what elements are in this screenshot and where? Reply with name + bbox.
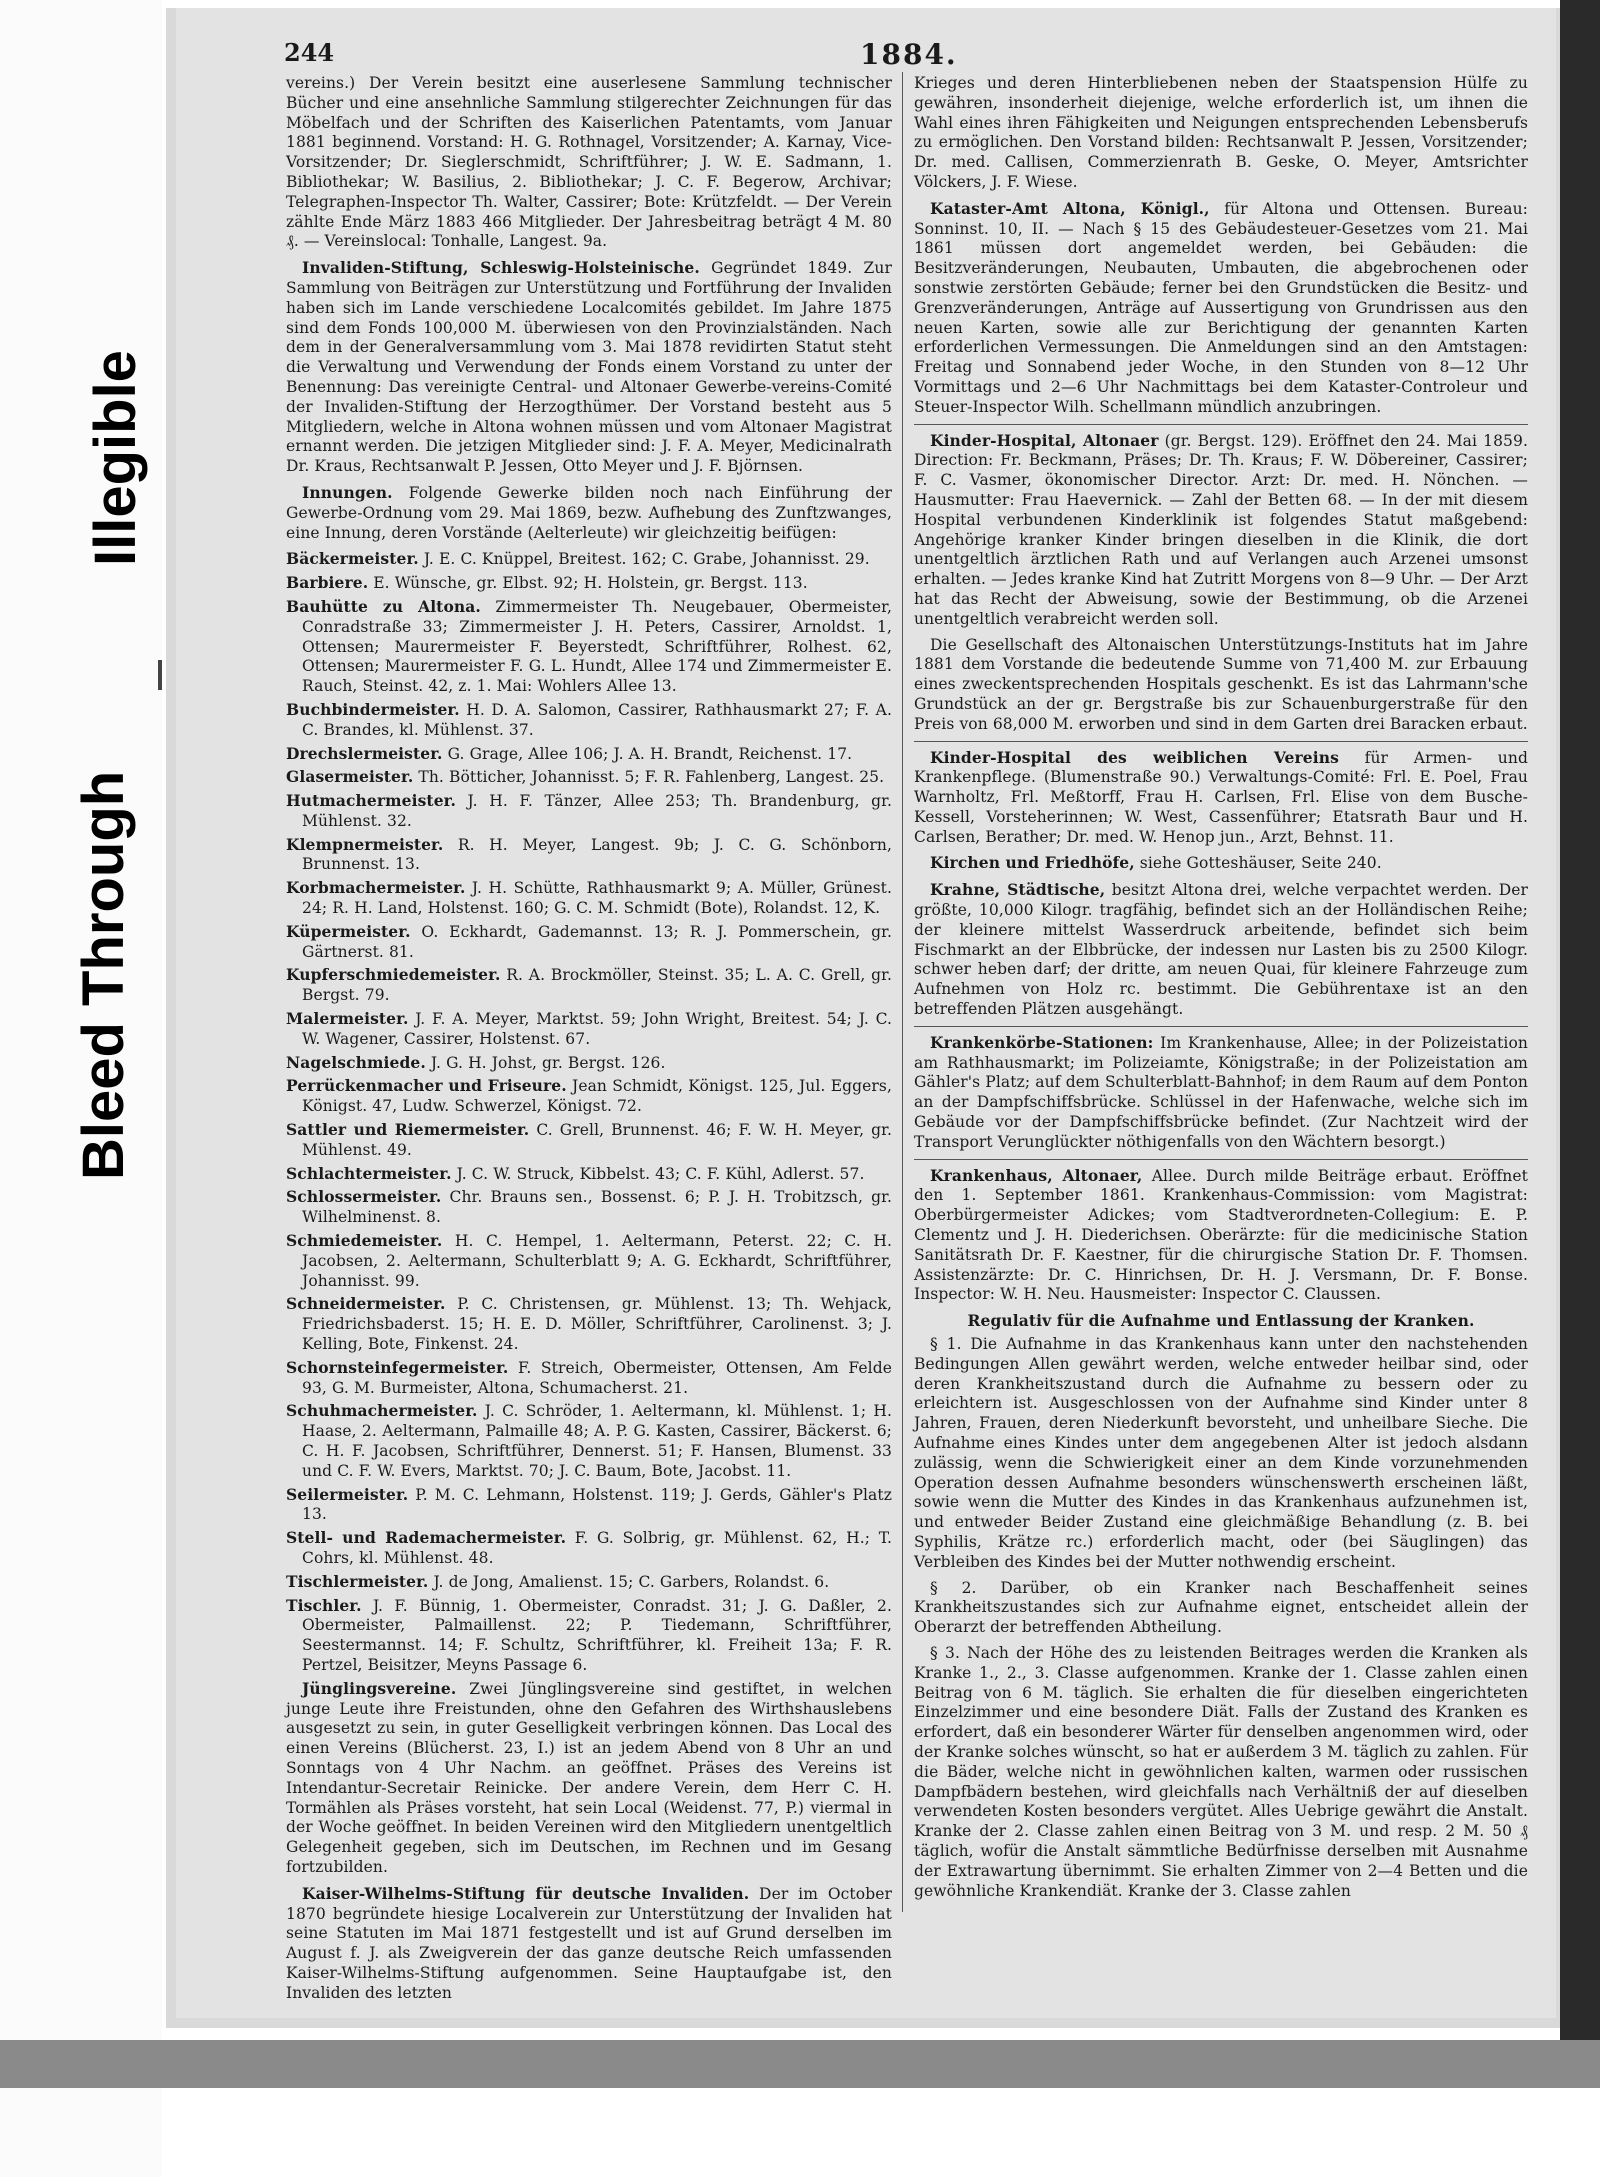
paragraph <box>914 1579 1528 1638</box>
guild-entry <box>286 1596 892 1676</box>
entry-text: J. F. Bünnig, 1. Obermeister, Conradst. 31; J. G. Daßler, 2. Obermeister, Palmaillenst. 22; P. Tiedemann, Schriftführer, Seestermannst. 14; F. Schultz, Schriftführer, kl. Freiheit 13a; F. R. Pertzel, Beisitzer, Meyns Passage 6. <box>302 1596 892 1674</box>
entry-text: J. F. A. Meyer, Marktst. 59; John Wright, Breitest. 54; J. C. W. Wagener, Cassirer, Holstenst. 67. <box>302 1010 892 1048</box>
guild-entry <box>286 549 892 570</box>
entry-text: § 2. Darüber, ob ein Kranker nach Beschaffenheit seines Krankheitszustandes sich zur Aufnahme eignet, entscheidet allein der Oberarzt der betreffenden Abtheilung. <box>914 1578 1528 1637</box>
entry-text: Chr. Brauns sen., Bossenst. 6; P. J. H. Trobitzsch, gr. Wilhelminenst. 8. <box>302 1188 892 1227</box>
paragraph <box>914 880 1528 1020</box>
entry-text: R. A. Brockmöller, Steinst. 35; L. A. C. Grell, gr. Bergst. 79. <box>302 966 892 1005</box>
entry-text: Th. Bötticher, Johannisst. 5; F. R. Fahlenberg, Langest. 25. <box>413 768 885 787</box>
entry-heading: Kupferschmiedemeister. <box>286 965 501 985</box>
entry-heading: Kinder-Hospital des weiblichen Vereins <box>930 747 1339 767</box>
paragraph <box>286 1884 892 2004</box>
entry-heading: Drechslermeister. <box>286 743 443 763</box>
paragraph <box>914 431 1528 630</box>
paragraph <box>914 636 1528 735</box>
right-column <box>914 74 1528 1907</box>
entry-heading: Nagelschmiede. <box>286 1052 426 1072</box>
entry-text: Im Krankenhause, Allee; in der Polizeistation am Rathhausmarkt; im Polizeiamte, Königstraße; in der Polizeistation am Gähler's Platz; auf dem Schulterblatt-Bahnhof; in dem Raum auf dem Ponton an der Dampfschiffsbrücke. Schlüssel in der Hafenwache, welche sich im Gebäude vor der Dampfschiffsbrücke befindet. (Zur Nachtzeit wird der Transport Verunglückter nöthigenfalls von den Wächtern besorgt.) <box>914 1033 1528 1151</box>
entry-heading: Kinder-Hospital, Altonaer <box>930 430 1159 450</box>
entry-heading: Buchbindermeister. <box>286 699 460 719</box>
paragraph <box>286 74 892 252</box>
entry-text: für Altona und Ottensen. Bureau: Sonninst. 10, II. — Nach § 15 des Gebäudesteuer-Gesetzes vom 21. Mai 1861 müssen dort angemeldet werden, bei Gebäuden: die Besitzveränderungen, Neubauten, Umbauten, die abgebrochenen oder sonstwie zerstörten Gebäude; ferner bei den Grundstücken die Besitz- und Grenzveränderungen, Anträge auf Aussertigung von Grundrissen aus den neuen Karten, sowie alle zur Berichtigung der genannten Karten erforderlichen Vermessungen. Die Anmeldungen sind an den Amtstagen: Freitag und Sonnabend jeder Woche, in den Stunden von 8—12 Uhr Vormittags und 2—6 Uhr Nachmittags bei dem Kataster-Controleur und Steuer-Inspector Wilh. Schellmann mündlich anzubringen. <box>914 199 1528 416</box>
entry-text: Zimmermeister Th. Neugebauer, Obermeister, Conradstraße 33; Zimmermeister J. H. Peters, Cassirer, Arnoldst. 1, Ottensen; Maurermeister F. Beyerstedt, Schriftführer, Rolhest. 62, Ottensen; Maurermeister F. G. L. Hundt, Allee 174 und Zimmermeister E. Rauch, Steinst. 42, z. 1. Mai: Wohlers Allee 13. <box>302 597 892 696</box>
guild-entry <box>286 1294 892 1354</box>
entry-text: Gegründet 1849. Zur Sammlung von Beiträgen zur Unterstützung und Fortführung der Invaliden haben sich im Lande verschiedene Localcomités gebildet. Im Jahre 1875 sind dem Fonds 100,000 M. überwiesen von den Provinzialständen. Nach dem in der Generalversammlung vom 3. Mai 1878 revidirten Statut steht die Verwaltung und Verwendung der Fonds einem Vorstand zu unter der Benennung: Das vereinigte Central- und Altonaer Gewerbe-vereins-Comité der Invaliden-Stiftung der Herzogthümer. Der Vorstand besteht aus 5 Mitgliedern, welche in Altona wohnen müssen und vom Altonaer Magistrat ernannt werden. Die jetzigen Mitglieder sind: J. F. A. Meyer, Medicinalrath Dr. Kraus, Rechtsanwalt P. Jessen, Otto Meyer und J. F. Björnsen. <box>286 259 892 476</box>
entry-text: Der im October 1870 begründete hiesige Localverein zur Unterstützung der Invaliden hat seine Statuten im Mai 1871 festgestellt und ist auf Grund derselben im August f. J. als Zweigverein der das ganze deutsche Reich umfassenden Kaiser-Wilhelms-Stiftung aufgenommen. Seine Hauptaufgabe ist, den Invaliden des letzten <box>286 1884 892 2002</box>
entry-text: Krieges und deren Hinterbliebenen neben der Staatspension Hülfe zu gewähren, insonderheit diejenige, welche erforderlich ist, um ihnen die Wahl eines ihren Fähigkeiten und Neigungen entsprechenden Lebensberufs zu ermöglichen. Den Vorstand bilden: Rechtsanwalt P. Jessen, Vorsitzender; Dr. med. Callisen, Commerzienrath B. Geske, O. Meyer, Amtsrichter Völckers, J. F. Wiese. <box>914 74 1528 191</box>
guild-entry <box>286 1572 892 1593</box>
margin-strip <box>0 0 162 2177</box>
entry-heading: Perrückenmacher und Friseure. <box>286 1076 567 1096</box>
entry-text: siehe Gotteshäuser, Seite 240. <box>1134 854 1382 873</box>
entry-heading: Sattler und Riemermeister. <box>286 1120 530 1140</box>
entry-text: Die Gesellschaft des Altonaischen Unterstützungs-Instituts hat im Jahre 1881 dem Vorstande die bedeutende Summe von 71,400 M. zur Erbauung eines zweckentsprechenden Hospitals geschenkt. Es ist das Lahrmann'sche Grundstück an der gr. Bergstraße bis zur Schauenburgerstraße für den Preis von 68,000 M. erworben und sind in dem Garten drei Baracken erbaut. <box>914 635 1528 733</box>
illegible-label: Illegible <box>83 350 148 566</box>
guild-entry <box>286 835 892 876</box>
entry-text: P. C. Christensen, gr. Mühlenst. 13; Th. Wehjack, Friedrichsbaderst. 15; H. E. D. Möller, Schriftführer, Carolinenst. 3; J. Kelling, Bote, Finkenst. 24. <box>302 1295 892 1354</box>
paragraph <box>914 1644 1528 1901</box>
entry-text: vereins.) Der Verein besitzt eine auserlesene Sammlung technischer Bücher und eine ansehnliche Sammlung stilgerechter Zeichnungen für das Möbelfach und der Schriften des Kaiserlichen Patentamts, vom Januar 1881 beginnend. Vorstand: H. G. Rothnagel, Vorsitzender; A. Karnay, Vice-Vorsitzender; Dr. Sieglerschmidt, Schriftführer; J. W. E. Sadmann, 1. Bibliothekar; W. Basilius, 2. Bibliothekar; J. C. F. Begerow, Archivar; Telegraphen-Inspector Th. Walter, Cassirer; Bote: Krützfeldt. — Der Verein zählte Ende März 1883 466 Mitglieder. Der Jahresbeitrag beträgt 4 M. 80 ₰. — Vereinslocal: Tonhalle, Langest. 9a. <box>286 74 892 251</box>
bleed-through-label: Bleed Through <box>71 770 136 1180</box>
entry-text: besitzt Altona drei, welche verpachtet werden. Der größte, 10,000 Kilogr. tragfähig, befindet sich an der Holländischen Reihe; der kleinere mittelst Wasserdruck arbeitende, befindet sich beim Fischmarkt an der Elbbrücke, der indessen nur Lasten bis zu 2500 Kilogr. schwer heben darf; der dritte, am neuen Quai, für kleinere Fahrzeuge zum Aufnehmen von Holz rc. bestimmt. Die Gebührentaxe ist an den betreffenden Plätzen ausgehängt. <box>914 881 1529 1019</box>
paragraph <box>286 483 892 543</box>
guild-entry <box>286 767 892 788</box>
entry-text: J. C. Schröder, 1. Aeltermann, kl. Mühlenst. 1; H. Haase, 2. Aeltermann, Palmaille 48; A. P. G. Kasten, Cassirer, Bäckerst. 6; C. H. F. Jacobsen, Schriftführer, Dennerst. 51; F. Hansen, Blumenst. 33 und C. F. W. Evers, Marktst. 70; J. C. Baum, Bote, Jacobst. 11. <box>302 1402 892 1480</box>
guild-entry <box>286 1231 892 1291</box>
paragraph <box>914 1033 1528 1153</box>
section-rule <box>914 1159 1528 1160</box>
entry-text: E. Wünsche, gr. Elbst. 92; H. Holstein, gr. Bergst. 113. <box>368 574 808 593</box>
entry-text: § 1. Die Aufnahme in das Krankenhaus kann unter den nachstehenden Bedingungen Allen gewährt werden, welche entweder heilbar sind, oder deren Krankheitszustand durch die Aufnahme zu bessern oder zu erleichtern ist. Ausgeschlossen von der Aufnahme sind Kinder unter 8 Jahren, Frauen, deren Niederkunft bevorsteht, und unheilbare Sieche. Die Aufnahme eines Kindes unter dem angegebenen Alter ist jedoch alsdann zulässig, wenn die Schwierigkeit einer an dem Kinde vorzunehmenden Operation dessen Aufnahme besonders wünschenswerth erscheinen läßt, sowie wenn die Mutter des Kindes in das Krankenhaus aufzunehmen ist, und entweder Beider Zustand eine gleichmäßige Behandlung (z. B. bei Syphilis, Krätze rc.) erforderlich macht, oder (bei Säuglingen) das Verbleiben des Kindes bei der Mutter nothwendig erscheint. <box>914 1335 1528 1571</box>
guild-entry <box>286 1528 892 1569</box>
entry-heading: Korbmachermeister. <box>286 878 466 898</box>
entry-heading: Schlossermeister. <box>286 1187 442 1207</box>
section-heading <box>914 1311 1528 1331</box>
guild-entry <box>286 1187 892 1228</box>
entry-heading: Jünglingsvereine. <box>302 1678 457 1698</box>
paragraph <box>914 748 1528 848</box>
entry-text: J. C. W. Struck, Kibbelst. 43; C. F. Kühl, Adlerst. 57. <box>451 1164 865 1183</box>
entry-text: J. E. C. Knüppel, Breitest. 162; C. Grabe, Johannisst. 29. <box>418 550 870 569</box>
guild-entry <box>286 1485 892 1526</box>
guild-entry <box>286 1009 892 1050</box>
entry-text: (gr. Bergst. 129). Eröffnet den 24. Mai 1859. Direction: Fr. Beckmann, Präses; Dr. Th. Kraus; F. W. Döbereiner, Cassirer; F. C. Vasmer, ökonomischer Director. Arzt: Dr. med. H. Nönchen. — Hausmutter: Frau Haevernick. — Zahl der Betten 68. — In der mit diesem Hospital verbundenen Kinderklinik ist folgendes Statut maßgebend: Angehörige kranker Kinder bringen dieselben in die Klinik, die dort unentgeltlich ärztlichen Rath und auf Verlangen auch Arzenei umsonst erhalten. — Jedes kranke Kind hat Zutritt Morgens von 8—9 Uhr. — Der Arzt hat das Recht der Abweisung, sowie der Bestimmung, ob die Arzenei unentgeltlich verabreicht werden soll. <box>914 431 1528 628</box>
entry-heading: Barbiere. <box>286 573 369 593</box>
guild-entry <box>286 700 892 741</box>
entry-heading: Tischler. <box>286 1595 362 1615</box>
scan-bottom-band <box>0 2040 1600 2088</box>
entry-text: G. Grage, Allee 106; J. A. H. Brandt, Reichenst. 17. <box>442 744 853 763</box>
entry-heading: Malermeister. <box>286 1009 409 1029</box>
paragraph <box>286 1679 892 1878</box>
entry-heading: Kirchen und Friedhöfe, <box>930 853 1135 873</box>
entry-heading: Seilermeister. <box>286 1484 409 1504</box>
entry-heading: Krankenkörbe-Stationen: <box>930 1032 1154 1052</box>
page-binding-edge <box>1560 0 1600 2060</box>
entry-heading: Schneidermeister. <box>286 1294 446 1314</box>
entry-heading: Schuhmachermeister. <box>286 1401 478 1421</box>
guild-entry <box>286 878 892 919</box>
guild-entry <box>286 1053 892 1074</box>
entry-text: R. H. Meyer, Langest. 9b; J. C. G. Schönborn, Brunnenst. 13. <box>302 835 892 874</box>
entry-heading: Krankenhaus, Altonaer, <box>930 1165 1143 1185</box>
entry-heading: Küpermeister. <box>286 921 411 941</box>
entry-text: J. H. Schütte, Rathhausmarkt 9; A. Müller, Grünest. 24; R. H. Land, Holstenst. 160; G. C. M. Schmidt (Bote), Rolandst. 12, K. <box>302 879 892 918</box>
entry-heading: Tischlermeister. <box>286 1571 429 1591</box>
paragraph <box>914 1335 1528 1573</box>
entry-text: Jean Schmidt, Königst. 125, Jul. Eggers, Königst. 47, Ludw. Schwerzel, Königst. 72. <box>302 1077 893 1116</box>
left-column <box>286 74 892 2010</box>
guild-entry <box>286 791 892 832</box>
guild-entry <box>286 573 892 594</box>
paragraph <box>914 1166 1528 1306</box>
column-divider <box>902 72 903 1912</box>
guild-entry <box>286 1076 892 1117</box>
paragraph <box>914 853 1528 874</box>
guild-entry <box>286 1120 892 1161</box>
entry-heading: Kataster-Amt Altona, Königl., <box>930 198 1210 218</box>
strip-divider <box>158 660 162 690</box>
entry-heading: Kaiser-Wilhelms-Stiftung für deutsche Invaliden. <box>302 1883 750 1903</box>
entry-text: F. G. Solbrig, gr. Mühlenst. 62, H.; T. Cohrs, kl. Mühlenst. 48. <box>302 1529 892 1567</box>
guild-entry <box>286 744 892 765</box>
page-number: 244 <box>284 38 335 67</box>
entry-text: J. de Jong, Amalienst. 15; C. Garbers, Rolandst. 6. <box>428 1572 830 1591</box>
entry-text: für Armen- und Krankenpflege. (Blumenstraße 90.) Verwaltungs-Comité: Frl. E. Poel, Frau Warnholtz, Frl. Meßtorff, Frau H. Carlsen, Frl. Elise von dem Busche-Kessell, Vorsteherinnen; W. West, Cassenführer; Etatsrath Baur und H. Carlsen, Berather; Dr. med. W. Henop jun., Arzt, Behnst. 11. <box>914 748 1528 846</box>
entry-text: H. D. A. Salomon, Cassirer, Rathhausmarkt 27; F. A. C. Brandes, kl. Mühlenst. 37. <box>302 700 892 739</box>
guild-entry <box>286 1358 892 1399</box>
entry-heading: Glasermeister. <box>286 767 414 787</box>
guild-entry <box>286 1401 892 1481</box>
entry-text: § 3. Nach der Höhe des zu leistenden Beitrages werden die Kranken als Kranke 1., 2., 3. Classe aufgenommen. Kranke der 1. Classe zahlen einen Beitrag von 6 M. täglich. Sie erhalten die für dieselben eingerichteten Einzelzimmer und eine besondere Diät. Falls der Zustand des Kranken es erfordert, daß ein besonderer Wärter für denselben angenommen wird, oder der Kranke solches wünscht, so hat er außerdem 3 M. täglich zu zahlen. Für die Bäder, welche nicht in gewöhnlichen kalten, warmen oder russischen Dampfbädern bestehen, wird gleichfalls nach Verhältniß der auf dieselben verwendeten Kosten besonders vergütet. Alles Uebrige gewährt die Anstalt. Kranke der 2. Classe zahlen einen Beitrag von 3 M. und resp. 2 M. 50 ₰ täglich, wofür die Anstalt sämmtliche Bedürfnisse derselben mit Ausnahme der Extrawartung übernimmt. Sie erhalten Zimmer von 2—4 Betten und die gewöhnliche Krankendiät. Kranke der 3. Classe zahlen <box>914 1643 1528 1900</box>
guild-entry <box>286 597 892 697</box>
section-rule <box>914 741 1528 742</box>
section-rule <box>914 1026 1528 1027</box>
section-rule <box>914 424 1528 425</box>
entry-heading: Innungen. <box>302 482 393 502</box>
paragraph <box>914 199 1528 418</box>
guild-entry <box>286 965 892 1006</box>
entry-heading: Schmiedemeister. <box>286 1231 443 1251</box>
entry-heading: Invaliden-Stiftung, Schleswig-Holsteinische. <box>302 258 700 278</box>
entry-text: C. Grell, Brunnenst. 46; F. W. H. Meyer, gr. Mühlenst. 49. <box>302 1121 892 1159</box>
entry-text: Allee. Durch milde Beiträge erbaut. Eröffnet den 1. September 1861. Krankenhaus-Commission: vom Magistrat: Oberbürgermeister Adickes; vom Stadtverordneten-Collegium: E. P. Clementz und J. H. Diederichsen. Oberärzte: für die medicinische Station Sanitätsrath Dr. F. Kaestner, für die chirurgische Station Dr. F. Thomsen. Assistenzärzte: Dr. C. Hinrichsen, Dr. H. J. Versmann, Dr. F. Bonse. Inspector: W. H. Neu. Hausmeister: Inspector C. Claussen. <box>914 1166 1528 1304</box>
entry-text: J. G. H. Johst, gr. Bergst. 126. <box>425 1053 666 1072</box>
entry-heading: Schornsteinfegermeister. <box>286 1357 509 1377</box>
entry-heading: Schlachtermeister. <box>286 1163 452 1183</box>
entry-text: Regulativ für die Aufnahme und Entlassung der Kranken. <box>967 1311 1475 1331</box>
entry-heading: Hutmachermeister. <box>286 791 456 811</box>
entry-text: P. M. C. Lehmann, Holstenst. 119; J. Gerds, Gähler's Platz 13. <box>302 1485 892 1524</box>
entry-heading: Krahne, Städtische, <box>930 880 1106 900</box>
entry-heading: Klempnermeister. <box>286 834 444 854</box>
entry-text: H. C. Hempel, 1. Aeltermann, Peterst. 22; C. H. Jacobsen, 2. Aeltermann, Schulterblatt 9; A. G. Eckhardt, Schriftführer, Johannisst. 99. <box>302 1232 892 1290</box>
entry-heading: Stell- und Rademachermeister. <box>286 1528 567 1548</box>
entry-text: Zwei Jünglingsvereine sind gestiftet, in welchen junge Leute ihre Freistunden, ohne den Gefahren des Wirthshauslebens ausgesetzt zu sein, in guter Geselligkeit verbringen können. Das Local des einen Vereins (Blücherst. 23, I.) ist an jedem Abend von 8 Uhr an und Sonntags von 4 Uhr Nachm. an geöffnet. Präses des Vereins ist Intendantur-Secretair Reinicke. Der andere Verein, dem Herr C. H. Tormählen als Präses vorsteht, hat sein Local (Weidenst. 77, P.) viermal in der Woche geöffnet. In beiden Vereinen wird den Mitgliedern unentgeltlich Gelegenheit gegeben, sich im Deutschen, im Rechnen und im Gesang fortzubilden. <box>286 1679 892 1876</box>
entry-text: F. Streich, Obermeister, Ottensen, Am Felde 93, G. M. Burmeister, Altona, Schumacherst. 21. <box>302 1358 892 1397</box>
entry-text: Folgende Gewerke bilden noch nach Einführung der Gewerbe-Ordnung vom 29. Mai 1869, bezw. Aufhebung des Zunftzwanges, eine Innung, deren Vorstände (Aelterleute) wir gleichzeitig beifügen: <box>286 483 892 542</box>
page-year: 1884. <box>860 38 958 71</box>
entry-heading: Bauhütte zu Altona. <box>286 596 481 616</box>
paragraph <box>286 258 892 477</box>
entry-text: J. H. F. Tänzer, Allee 253; Th. Brandenburg, gr. Mühlenst. 32. <box>302 792 892 830</box>
paragraph <box>914 74 1528 193</box>
entry-text: O. Eckhardt, Gademannst. 13; R. J. Pommerschein, gr. Gärtnerst. 81. <box>302 922 892 961</box>
guild-entry <box>286 1164 892 1185</box>
entry-heading: Bäckermeister. <box>286 549 419 569</box>
guild-entry <box>286 922 892 963</box>
